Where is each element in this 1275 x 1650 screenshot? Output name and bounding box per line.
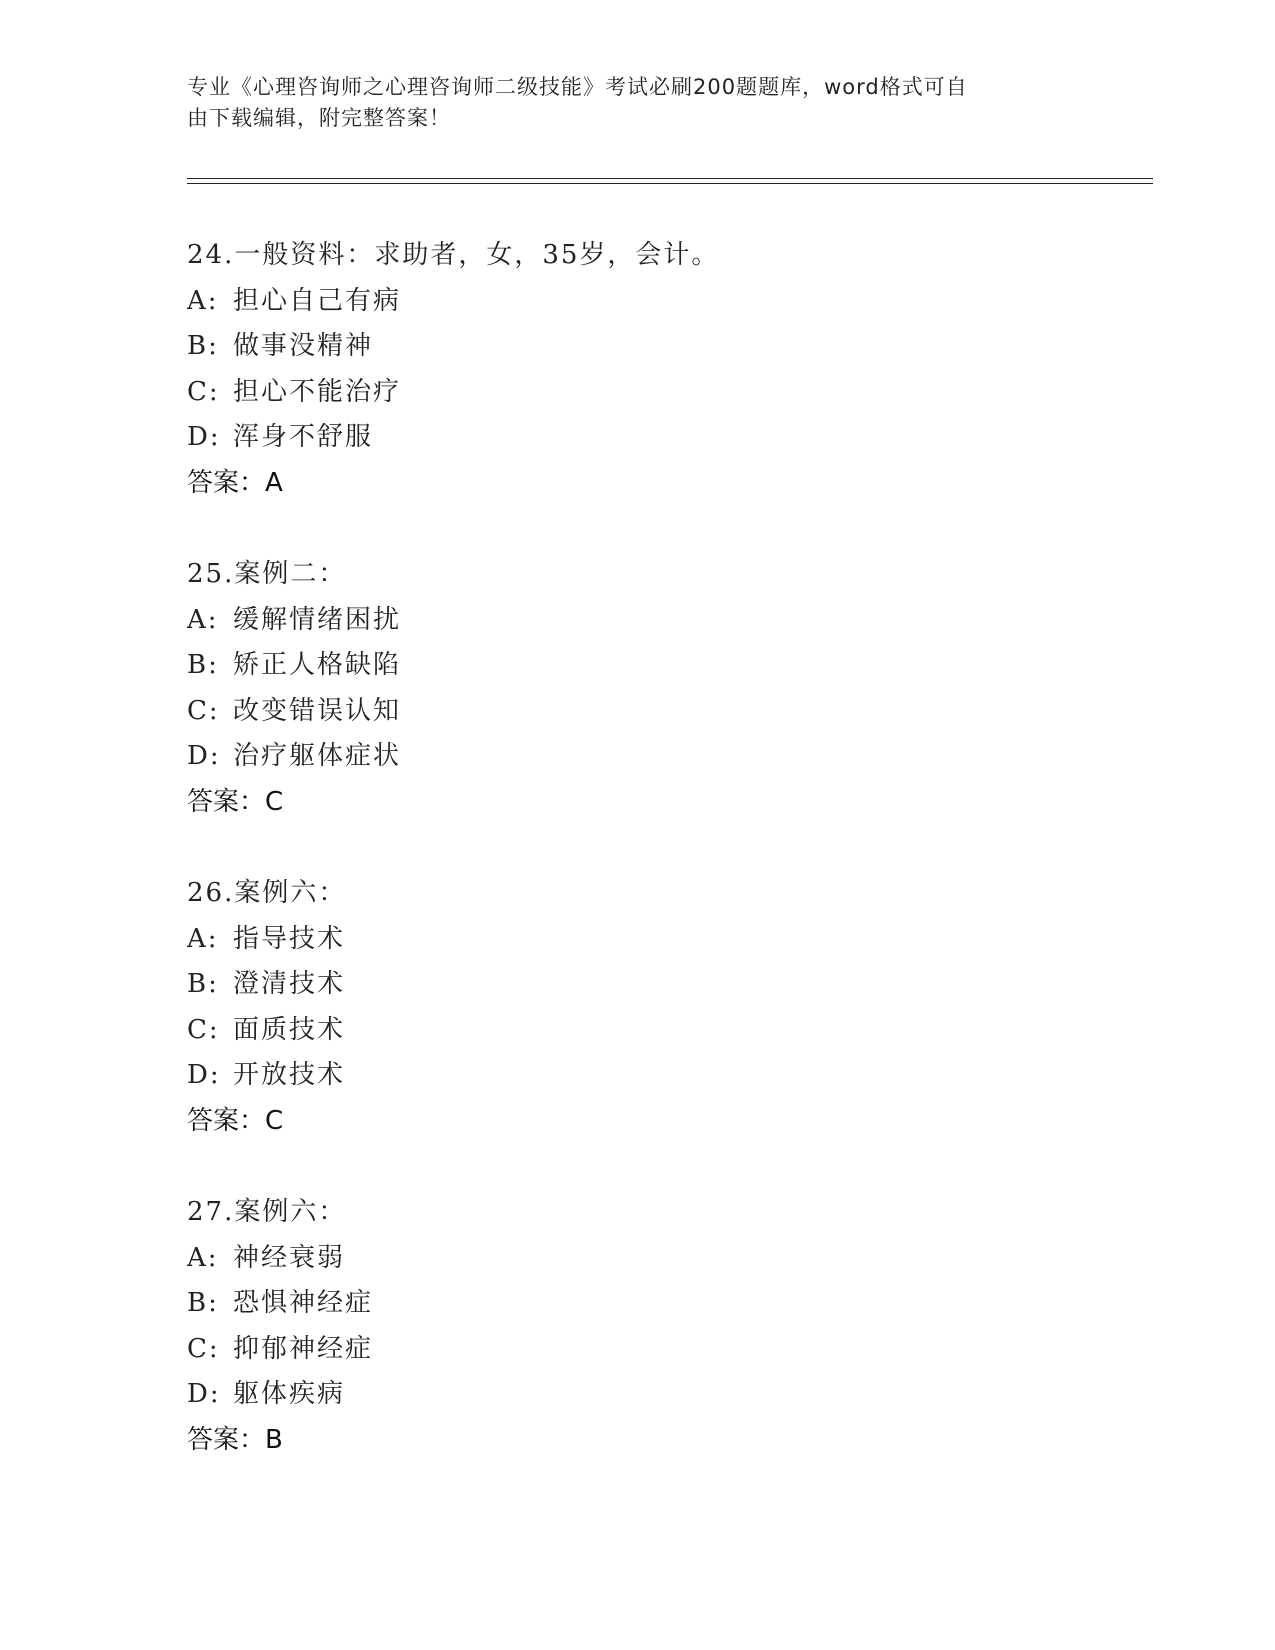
option-b bbox=[187, 962, 1087, 1008]
header-line-2: 由下载编辑，附完整答案！ bbox=[187, 106, 451, 130]
question-list bbox=[187, 233, 1087, 1509]
option-d bbox=[187, 415, 1087, 461]
option-b bbox=[187, 643, 1087, 689]
option-a bbox=[187, 598, 1087, 644]
answer-line: 答案：B bbox=[187, 1424, 283, 1455]
option-d bbox=[187, 1372, 1087, 1418]
option-letter: C: bbox=[187, 1333, 220, 1364]
option-letter: D: bbox=[187, 1379, 221, 1409]
answer-line: 答案：C bbox=[187, 786, 284, 817]
document-header bbox=[187, 72, 1067, 134]
option-letter: C: bbox=[187, 695, 220, 726]
option-c bbox=[187, 370, 1087, 416]
option-a bbox=[187, 1236, 1087, 1282]
option-text: 躯体疾病 bbox=[233, 1379, 346, 1409]
option-letter: D: bbox=[187, 422, 221, 452]
option-letter: B: bbox=[187, 969, 219, 999]
option-text: 浑身不舒服 bbox=[233, 422, 374, 452]
option-b bbox=[187, 324, 1087, 370]
option-text: 做事没精神 bbox=[233, 331, 374, 361]
option-text: 开放技术 bbox=[233, 1060, 346, 1090]
question-26 bbox=[187, 871, 1087, 1144]
option-text: 抑郁神经症 bbox=[233, 1333, 374, 1364]
question-stem: 27.案例六： bbox=[187, 1197, 347, 1227]
answer-line: 答案：A bbox=[187, 467, 283, 498]
header-line-1: 专业《心理咨询师之心理咨询师二级技能》考试必刷200题题库，word格式可自 bbox=[187, 75, 968, 99]
question-stem: 25.案例二： bbox=[187, 559, 347, 589]
option-c bbox=[187, 689, 1087, 735]
question-27 bbox=[187, 1190, 1087, 1463]
question-25 bbox=[187, 552, 1087, 825]
option-letter: B: bbox=[187, 331, 219, 361]
question-24 bbox=[187, 233, 1087, 506]
option-text: 治疗躯体症状 bbox=[233, 741, 402, 771]
option-text: 担心自己有病 bbox=[233, 285, 402, 316]
option-text: 恐惧神经症 bbox=[233, 1288, 374, 1318]
option-c bbox=[187, 1327, 1087, 1373]
option-letter: A: bbox=[187, 1242, 219, 1273]
option-d bbox=[187, 734, 1087, 780]
option-letter: C: bbox=[187, 376, 220, 407]
option-c bbox=[187, 1008, 1087, 1054]
option-text: 改变错误认知 bbox=[233, 695, 402, 726]
option-letter: B: bbox=[187, 650, 219, 680]
option-a bbox=[187, 279, 1087, 325]
option-letter: A: bbox=[187, 285, 219, 316]
option-letter: A: bbox=[187, 604, 219, 635]
option-letter: B: bbox=[187, 1288, 219, 1318]
question-stem: 26.案例六： bbox=[187, 878, 347, 908]
option-letter: A: bbox=[187, 923, 219, 954]
option-text: 面质技术 bbox=[233, 1014, 346, 1045]
option-text: 担心不能治疗 bbox=[233, 376, 402, 407]
answer-line: 答案：C bbox=[187, 1105, 284, 1136]
option-a bbox=[187, 917, 1087, 963]
option-letter: D: bbox=[187, 1060, 221, 1090]
option-text: 指导技术 bbox=[233, 923, 346, 954]
option-b bbox=[187, 1281, 1087, 1327]
header-divider-top bbox=[187, 178, 1153, 179]
option-text: 矫正人格缺陷 bbox=[233, 650, 402, 680]
option-d bbox=[187, 1053, 1087, 1099]
option-letter: D: bbox=[187, 741, 221, 771]
option-text: 澄清技术 bbox=[233, 969, 346, 999]
header-divider-bottom bbox=[187, 183, 1153, 184]
question-stem: 24.一般资料：求助者，女，35岁，会计。 bbox=[187, 240, 720, 270]
option-text: 缓解情绪困扰 bbox=[233, 604, 402, 635]
option-letter: C: bbox=[187, 1014, 220, 1045]
option-text: 神经衰弱 bbox=[233, 1242, 346, 1273]
